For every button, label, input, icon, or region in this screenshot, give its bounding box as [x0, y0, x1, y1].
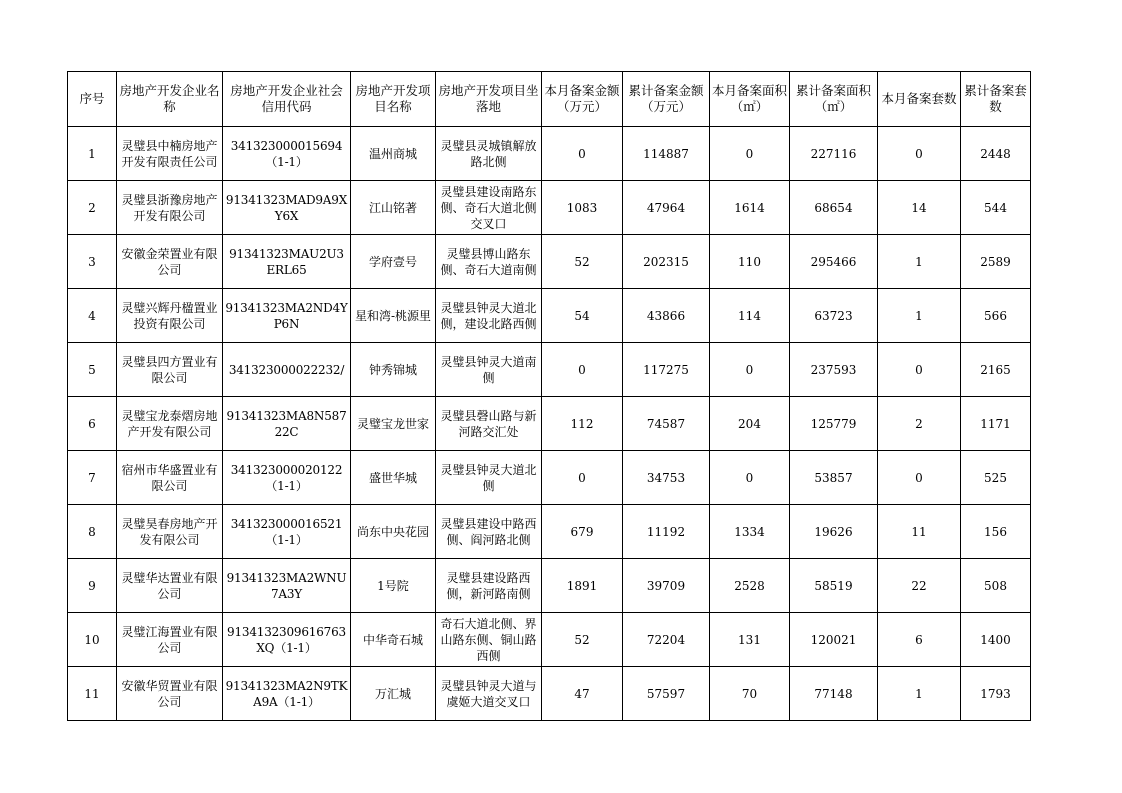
cell-developer-name: 灵璧县浙豫房地产开发有限公司 — [117, 181, 223, 235]
table-row — [68, 451, 1031, 505]
cell-monthly-amount: 112 — [542, 397, 623, 451]
cell-project-location: 灵璧县建设路西侧，新河路南侧 — [436, 559, 542, 613]
cell-cumulative-units: 2165 — [961, 343, 1031, 397]
cell-cumulative-amount: 47964 — [623, 181, 710, 235]
table-row — [68, 397, 1031, 451]
cell-developer-name: 灵璧昊春房地产开发有限公司 — [117, 505, 223, 559]
cell-credit-code: 91341323MAU2U3ERL65 — [223, 235, 351, 289]
cell-monthly-amount: 0 — [542, 127, 623, 181]
cell-monthly-area: 1614 — [710, 181, 790, 235]
cell-project-location: 灵璧县建设中路西侧、阎河路北侧 — [436, 505, 542, 559]
header-credit-code: 房地产开发企业社会信用代码 — [223, 72, 351, 127]
cell-serial: 5 — [68, 343, 117, 397]
cell-monthly-area: 0 — [710, 343, 790, 397]
cell-monthly-amount: 47 — [542, 667, 623, 721]
cell-cumulative-amount: 114887 — [623, 127, 710, 181]
cell-cumulative-area: 63723 — [790, 289, 878, 343]
cell-cumulative-units: 156 — [961, 505, 1031, 559]
cell-monthly-area: 2528 — [710, 559, 790, 613]
cell-credit-code: 341323000020122（1-1） — [223, 451, 351, 505]
table-row — [68, 127, 1031, 181]
cell-cumulative-area: 53857 — [790, 451, 878, 505]
cell-cumulative-units: 1793 — [961, 667, 1031, 721]
cell-cumulative-area: 295466 — [790, 235, 878, 289]
cell-monthly-amount: 52 — [542, 613, 623, 667]
cell-serial: 3 — [68, 235, 117, 289]
table-row — [68, 559, 1031, 613]
cell-monthly-area: 1334 — [710, 505, 790, 559]
cell-serial: 6 — [68, 397, 117, 451]
header-monthly-units: 本月备案套数 — [878, 72, 961, 127]
table-row — [68, 343, 1031, 397]
housing-filing-table — [67, 71, 1031, 721]
cell-developer-name: 安徽金荣置业有限公司 — [117, 235, 223, 289]
cell-serial: 2 — [68, 181, 117, 235]
header-project-location: 房地产开发项目坐落地 — [436, 72, 542, 127]
table-header-row — [68, 72, 1031, 127]
cell-monthly-area: 0 — [710, 451, 790, 505]
cell-monthly-amount: 0 — [542, 343, 623, 397]
cell-monthly-units: 14 — [878, 181, 961, 235]
cell-cumulative-amount: 34753 — [623, 451, 710, 505]
cell-project-name: 钟秀锦城 — [351, 343, 436, 397]
cell-cumulative-units: 1400 — [961, 613, 1031, 667]
cell-cumulative-units: 544 — [961, 181, 1031, 235]
cell-project-name: 尚东中央花园 — [351, 505, 436, 559]
cell-credit-code: 91341323MA2N9TKA9A（1-1） — [223, 667, 351, 721]
table-row — [68, 235, 1031, 289]
cell-serial: 10 — [68, 613, 117, 667]
cell-monthly-amount: 54 — [542, 289, 623, 343]
cell-credit-code: 341323000016521（1-1） — [223, 505, 351, 559]
table-row — [68, 667, 1031, 721]
cell-credit-code: 91341323MA8N58722C — [223, 397, 351, 451]
header-cumulative-area: 累计备案面积（㎡） — [790, 72, 878, 127]
header-cumulative-amount: 累计备案金额（万元） — [623, 72, 710, 127]
header-serial: 序号 — [68, 72, 117, 127]
cell-developer-name: 宿州市华盛置业有限公司 — [117, 451, 223, 505]
cell-cumulative-amount: 202315 — [623, 235, 710, 289]
cell-serial: 9 — [68, 559, 117, 613]
cell-cumulative-amount: 72204 — [623, 613, 710, 667]
cell-project-name: 中华奇石城 — [351, 613, 436, 667]
cell-credit-code: 341323000022232/ — [223, 343, 351, 397]
header-monthly-amount: 本月备案金额（万元） — [542, 72, 623, 127]
cell-credit-code: 341323000015694（1-1） — [223, 127, 351, 181]
cell-project-location: 灵璧县灵城镇解放路北侧 — [436, 127, 542, 181]
cell-cumulative-area: 19626 — [790, 505, 878, 559]
cell-cumulative-area: 120021 — [790, 613, 878, 667]
cell-cumulative-amount: 74587 — [623, 397, 710, 451]
cell-project-location: 灵璧县博山路东侧、奇石大道南侧 — [436, 235, 542, 289]
cell-monthly-area: 110 — [710, 235, 790, 289]
cell-serial: 1 — [68, 127, 117, 181]
cell-monthly-units: 1 — [878, 289, 961, 343]
cell-credit-code: 91341323MAD9A9XY6X — [223, 181, 351, 235]
cell-developer-name: 灵璧江海置业有限公司 — [117, 613, 223, 667]
cell-project-name: 江山铭著 — [351, 181, 436, 235]
cell-project-location: 灵璧县钟灵大道南侧 — [436, 343, 542, 397]
cell-monthly-units: 2 — [878, 397, 961, 451]
cell-cumulative-area: 77148 — [790, 667, 878, 721]
cell-monthly-amount: 52 — [542, 235, 623, 289]
cell-cumulative-amount: 43866 — [623, 289, 710, 343]
cell-cumulative-area: 58519 — [790, 559, 878, 613]
cell-developer-name: 灵璧兴辉丹楹置业投资有限公司 — [117, 289, 223, 343]
cell-cumulative-area: 68654 — [790, 181, 878, 235]
cell-cumulative-amount: 11192 — [623, 505, 710, 559]
cell-project-location: 灵璧县建设南路东侧、奇石大道北侧交叉口 — [436, 181, 542, 235]
cell-serial: 11 — [68, 667, 117, 721]
cell-developer-name: 安徽华贸置业有限公司 — [117, 667, 223, 721]
cell-monthly-area: 70 — [710, 667, 790, 721]
cell-project-name: 学府壹号 — [351, 235, 436, 289]
cell-monthly-units: 0 — [878, 127, 961, 181]
cell-credit-code: 91341323MA2WNU7A3Y — [223, 559, 351, 613]
cell-monthly-units: 1 — [878, 235, 961, 289]
cell-developer-name: 灵璧县四方置业有限公司 — [117, 343, 223, 397]
table-row — [68, 613, 1031, 667]
cell-project-location: 奇石大道北侧、界山路东侧、铜山路西侧 — [436, 613, 542, 667]
cell-serial: 7 — [68, 451, 117, 505]
table-row — [68, 289, 1031, 343]
cell-monthly-area: 0 — [710, 127, 790, 181]
cell-cumulative-units: 508 — [961, 559, 1031, 613]
cell-project-location: 灵璧县钟灵大道与虞姬大道交叉口 — [436, 667, 542, 721]
cell-cumulative-units: 566 — [961, 289, 1031, 343]
cell-monthly-units: 22 — [878, 559, 961, 613]
cell-cumulative-area: 237593 — [790, 343, 878, 397]
cell-monthly-units: 0 — [878, 343, 961, 397]
header-monthly-area: 本月备案面积（㎡） — [710, 72, 790, 127]
cell-cumulative-area: 125779 — [790, 397, 878, 451]
cell-project-name: 1号院 — [351, 559, 436, 613]
cell-monthly-amount: 0 — [542, 451, 623, 505]
cell-serial: 4 — [68, 289, 117, 343]
header-cumulative-units: 累计备案套数 — [961, 72, 1031, 127]
table-row — [68, 505, 1031, 559]
cell-cumulative-amount: 117275 — [623, 343, 710, 397]
cell-cumulative-area: 227116 — [790, 127, 878, 181]
cell-monthly-area: 204 — [710, 397, 790, 451]
cell-project-location: 灵璧县磬山路与新河路交汇处 — [436, 397, 542, 451]
cell-cumulative-amount: 57597 — [623, 667, 710, 721]
cell-project-location: 灵璧县钟灵大道北侧 — [436, 451, 542, 505]
cell-monthly-units: 11 — [878, 505, 961, 559]
cell-cumulative-units: 2448 — [961, 127, 1031, 181]
cell-monthly-units: 6 — [878, 613, 961, 667]
cell-monthly-units: 1 — [878, 667, 961, 721]
cell-project-name: 温州商城 — [351, 127, 436, 181]
cell-cumulative-units: 525 — [961, 451, 1031, 505]
cell-developer-name: 灵璧县中楠房地产开发有限责任公司 — [117, 127, 223, 181]
cell-project-name: 万汇城 — [351, 667, 436, 721]
cell-cumulative-units: 1171 — [961, 397, 1031, 451]
cell-cumulative-amount: 39709 — [623, 559, 710, 613]
header-project-name: 房地产开发项目名称 — [351, 72, 436, 127]
cell-monthly-area: 131 — [710, 613, 790, 667]
cell-project-name: 灵璧宝龙世家 — [351, 397, 436, 451]
header-developer-name: 房地产开发企业名称 — [117, 72, 223, 127]
cell-monthly-amount: 1891 — [542, 559, 623, 613]
cell-cumulative-units: 2589 — [961, 235, 1031, 289]
table-row — [68, 181, 1031, 235]
cell-monthly-amount: 679 — [542, 505, 623, 559]
cell-credit-code: 91341323MA2ND4YP6N — [223, 289, 351, 343]
cell-monthly-amount: 1083 — [542, 181, 623, 235]
cell-credit-code: 9134132309616763XQ（1-1） — [223, 613, 351, 667]
cell-project-name: 盛世华城 — [351, 451, 436, 505]
cell-developer-name: 灵璧宝龙泰熠房地产开发有限公司 — [117, 397, 223, 451]
cell-monthly-area: 114 — [710, 289, 790, 343]
cell-project-name: 星和湾-桃源里 — [351, 289, 436, 343]
cell-project-location: 灵璧县钟灵大道北侧，建设北路西侧 — [436, 289, 542, 343]
cell-monthly-units: 0 — [878, 451, 961, 505]
cell-developer-name: 灵璧华达置业有限公司 — [117, 559, 223, 613]
cell-serial: 8 — [68, 505, 117, 559]
